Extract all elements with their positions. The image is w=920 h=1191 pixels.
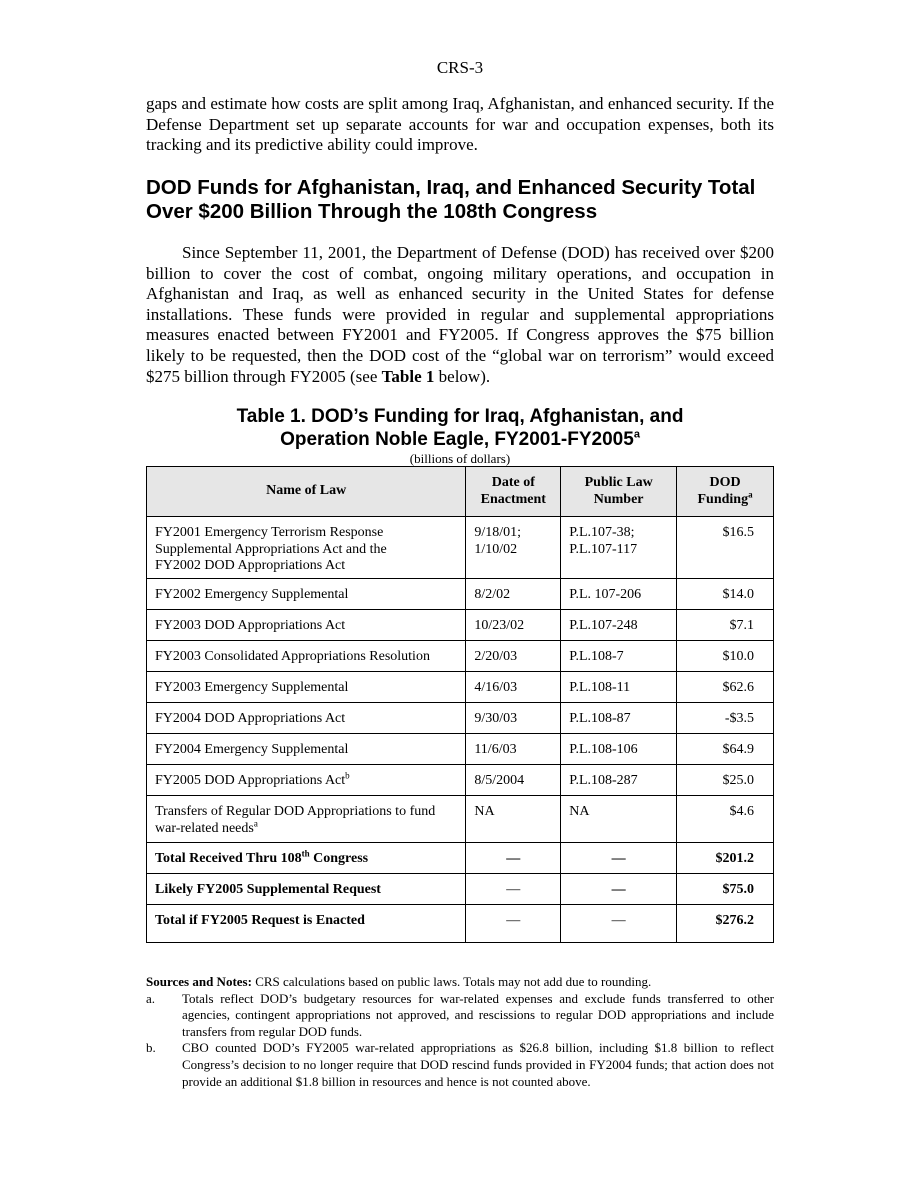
header-date-of-enactment: Date of Enactment (466, 467, 561, 517)
cell-funding: $25.0 (677, 765, 774, 796)
table-row (147, 734, 774, 765)
table-caption-line-1: Table 1. DOD’s Funding for Iraq, Afghanistan, and (236, 406, 684, 427)
table-caption-text: Operation Noble Eagle, FY2001-FY2005 (280, 429, 634, 450)
table-row (147, 796, 774, 843)
footnote-b (146, 1040, 774, 1090)
cell-date: 4/16/03 (466, 672, 561, 703)
footnote-a-text: Totals reflect DOD’s budgetary resources for war-related expenses and exclude funds transferred to other agencies, contingent appropriations not approved, and rescissions to regular DOD appropriations and include transfers from regular DOD funds. (182, 990, 774, 1039)
cell-funding: $16.5 (677, 517, 774, 579)
footnote-a (146, 991, 774, 1041)
header-name-of-law: Name of Law (147, 467, 466, 517)
cell-funding: -$3.5 (677, 703, 774, 734)
cell-date: 8/5/2004 (466, 765, 561, 796)
cell-date: 11/6/03 (466, 734, 561, 765)
sources-label: Sources and Notes: (146, 974, 252, 989)
cell-name: FY2001 Emergency Terrorism Response Supplemental Appropriations Act and the FY2002 DOD Appropriations Act (147, 517, 466, 579)
cell-name: FY2002 Emergency Supplemental (147, 579, 466, 610)
cell-law: P.L.107-248 (561, 610, 677, 641)
table-caption (146, 405, 774, 451)
cell-funding: $75.0 (677, 874, 774, 905)
cell-name: Total Received Thru 108th Congress (147, 843, 466, 874)
cell-date: 2/20/03 (466, 641, 561, 672)
cell-name: Likely FY2005 Supplemental Request (147, 874, 466, 905)
table-reference: Table 1 (381, 366, 435, 386)
cell-date: 9/18/01; 1/10/02 (466, 517, 561, 579)
cell-law: — (561, 843, 677, 874)
cell-name: FY2005 DOD Appropriations Act$^b$ (147, 765, 466, 796)
table-caption-footnote-mark: a (633, 428, 640, 441)
cell-name: FY2003 DOD Appropriations Act (147, 610, 466, 641)
cell-law: P.L.108-287 (561, 765, 677, 796)
cell-funding: $10.0 (677, 641, 774, 672)
footnote-a-mark: a. (146, 990, 156, 1006)
table-row (147, 703, 774, 734)
total-row (147, 874, 774, 905)
cell-date: — (466, 843, 561, 874)
cell-law: P.L.107-38; P.L.107-117 (561, 517, 677, 579)
cell-law: P.L.108-106 (561, 734, 677, 765)
cell-law: P.L.108-11 (561, 672, 677, 703)
total-row (147, 905, 774, 943)
cell-funding: $62.6 (677, 672, 774, 703)
cell-name: FY2004 DOD Appropriations Act (147, 703, 466, 734)
cell-date: NA (466, 796, 561, 843)
cell-law: NA (561, 796, 677, 843)
cell-law: P.L.108-87 (561, 703, 677, 734)
header-dod-funding: DOD Funding$^a$ (677, 467, 774, 517)
cell-name: Transfers of Regular DOD Appropriations to fund war-related needs$^a$ (147, 796, 466, 843)
footnote-b-mark: b. (146, 1040, 156, 1056)
cell-funding: $7.1 (677, 610, 774, 641)
cell-date: — (466, 905, 561, 943)
paragraph-text: Since September 11, 2001, the Department of Defense (DOD) has received over $200 billion to cover the cost of combat, ongoing military operations, and occupation in Afghanistan and Iraq, as well as enhanced security in the United States for defense installations. These funds were provided in regular and supplemental appropriations measures enacted between FY2001 and FY2005. If Congress approves the $75 billion likely to be requested, then the DOD cost of the “global war on terrorism” would exceed $275 billion through FY2005 (see (146, 243, 774, 386)
table-row (147, 672, 774, 703)
cell-funding: $64.9 (677, 734, 774, 765)
table-row (147, 641, 774, 672)
cell-funding: $201.2 (677, 843, 774, 874)
cell-date: 8/2/02 (466, 579, 561, 610)
table-row (147, 517, 774, 579)
footnote-b-text: CBO counted DOD’s FY2005 war-related appropriations as $26.8 billion, including $1.8 billion to reflect Congress’s decision to no longer require that DOD rescind funds provided in FY2004 funds; that action does not provide an additional $1.8 billion in resources and hence is not counted above. (182, 1040, 774, 1089)
cell-law: — (561, 905, 677, 943)
table-row (147, 765, 774, 796)
cell-law: — (561, 874, 677, 905)
table-unit: (billions of dollars) (409, 451, 511, 466)
cell-name: FY2004 Emergency Supplemental (147, 734, 466, 765)
cell-law: P.L.108-7 (561, 641, 677, 672)
cell-date: 9/30/03 (466, 703, 561, 734)
header-public-law-number: Public Law Number (561, 467, 677, 517)
section-paragraph (146, 243, 774, 387)
cell-name: FY2003 Consolidated Appropriations Resolution (147, 641, 466, 672)
cell-law: P.L. 107-206 (561, 579, 677, 610)
cell-date: 10/23/02 (466, 610, 561, 641)
cell-name: FY2003 Emergency Supplemental (147, 672, 466, 703)
sources-text: CRS calculations based on public laws. Totals may not add due to rounding. (251, 974, 652, 989)
cell-name: Total if FY2005 Request is Enacted (147, 905, 466, 943)
table-row (147, 579, 774, 610)
section-heading: DOD Funds for Afghanistan, Iraq, and Enhanced Security Total Over $200 Billion Through the 108th Congress (146, 176, 756, 223)
table-header-row (147, 467, 774, 517)
cell-funding: $276.2 (677, 905, 774, 943)
paragraph-text-end: below). (434, 366, 491, 386)
sources-note (146, 974, 774, 991)
table-caption-line-2 (146, 428, 774, 451)
cell-funding: $4.6 (677, 796, 774, 843)
funding-table (146, 466, 774, 943)
cell-funding: $14.0 (677, 579, 774, 610)
page-header: CRS-3 (436, 58, 484, 77)
intro-paragraph: gaps and estimate how costs are split among Iraq, Afghanistan, and enhanced security. If the Defense Department set up separate accounts for war and occupation expenses, both its tracking and its predictive ability could improve. (146, 94, 774, 155)
total-row (147, 843, 774, 874)
table-notes (146, 974, 774, 1090)
table-row (147, 610, 774, 641)
cell-date: — (466, 874, 561, 905)
